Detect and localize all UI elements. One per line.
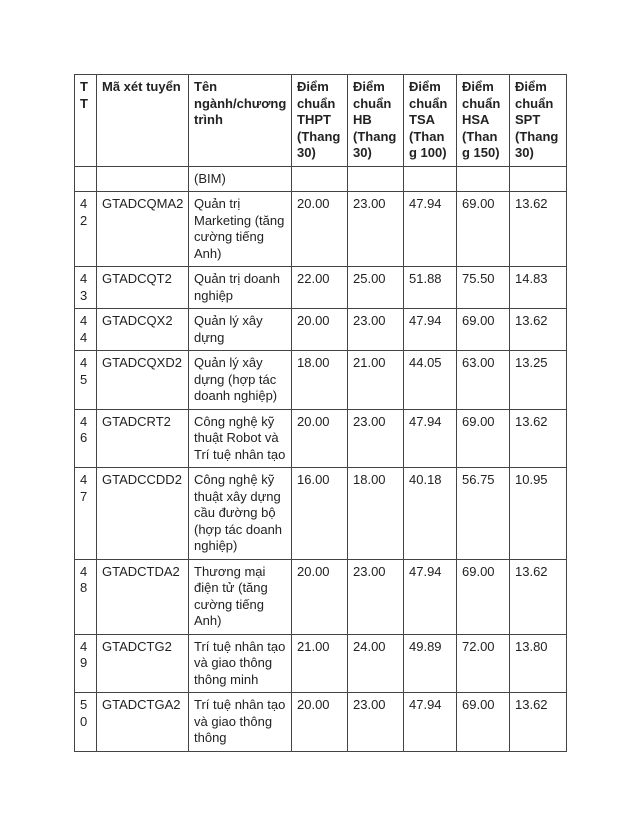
cell-tt: 42: [75, 192, 97, 267]
cell-hsa: [457, 166, 510, 192]
cell-tt: 44: [75, 309, 97, 351]
cell-ma: GTADCQXD2: [97, 351, 189, 410]
cell-hb: 25.00: [348, 267, 404, 309]
cell-hb: 23.00: [348, 559, 404, 634]
cell-ma: GTADCTGA2: [97, 693, 189, 752]
cell-ten: Quản lý xây dựng: [189, 309, 292, 351]
cell-thpt: 20.00: [292, 309, 348, 351]
table-row: [75, 351, 567, 410]
cell-spt: [510, 166, 567, 192]
table-row: [75, 409, 567, 468]
header-diem-hsa: Điểm chuẩn HSA (Thang 150): [457, 75, 510, 167]
cell-hsa: 69.00: [457, 309, 510, 351]
cell-tsa: 44.05: [404, 351, 457, 410]
cell-ma: GTADCTG2: [97, 634, 189, 693]
cell-ten: Trí tuệ nhân tạo và giao thông thông: [189, 693, 292, 752]
header-tt: TT: [75, 75, 97, 167]
table-row: [75, 267, 567, 309]
cell-tsa: 47.94: [404, 309, 457, 351]
table-header-row: [75, 75, 567, 167]
cell-hb: [348, 166, 404, 192]
cell-hb: 23.00: [348, 192, 404, 267]
cell-ten: Trí tuệ nhân tạo và giao thông thông minh: [189, 634, 292, 693]
table-row: [75, 634, 567, 693]
cell-thpt: 20.00: [292, 192, 348, 267]
cell-hsa: 63.00: [457, 351, 510, 410]
cell-spt: 13.80: [510, 634, 567, 693]
cell-ten: Công nghệ kỹ thuật xây dựng cầu đường bộ (hợp tác doanh nghiệp): [189, 468, 292, 560]
table-row: [75, 468, 567, 560]
header-ten-nganh: Tên ngành/chương trình: [189, 75, 292, 167]
cell-hb: 23.00: [348, 693, 404, 752]
cell-ma: [97, 166, 189, 192]
cell-hb: 23.00: [348, 409, 404, 468]
cell-tsa: 47.94: [404, 192, 457, 267]
cell-tsa: 47.94: [404, 409, 457, 468]
cell-tt: 49: [75, 634, 97, 693]
cell-thpt: 22.00: [292, 267, 348, 309]
cell-hsa: 56.75: [457, 468, 510, 560]
header-ma-xet-tuyen: Mã xét tuyển: [97, 75, 189, 167]
cell-spt: 13.62: [510, 309, 567, 351]
cell-ma: GTADCQX2: [97, 309, 189, 351]
cell-tt: 46: [75, 409, 97, 468]
header-diem-spt: Điểm chuẩn SPT (Thang 30): [510, 75, 567, 167]
cell-ten: Quản lý xây dựng (hợp tác doanh nghiệp): [189, 351, 292, 410]
cell-hb: 24.00: [348, 634, 404, 693]
cell-tsa: 49.89: [404, 634, 457, 693]
cell-tt: 47: [75, 468, 97, 560]
cell-tsa: 47.94: [404, 559, 457, 634]
cell-hb: 21.00: [348, 351, 404, 410]
cell-tt: 48: [75, 559, 97, 634]
cell-thpt: 20.00: [292, 693, 348, 752]
cell-ten: Quản trị doanh nghiệp: [189, 267, 292, 309]
cell-ma: GTADCQT2: [97, 267, 189, 309]
cell-spt: 10.95: [510, 468, 567, 560]
header-diem-hb: Điểm chuẩn HB (Thang 30): [348, 75, 404, 167]
cell-thpt: 20.00: [292, 559, 348, 634]
cell-tsa: [404, 166, 457, 192]
cell-thpt: 16.00: [292, 468, 348, 560]
cell-spt: 13.62: [510, 409, 567, 468]
cell-tsa: 51.88: [404, 267, 457, 309]
cell-ten: (BIM): [189, 166, 292, 192]
table-row: [75, 693, 567, 752]
cell-hb: 18.00: [348, 468, 404, 560]
cell-thpt: 21.00: [292, 634, 348, 693]
cell-tt: 43: [75, 267, 97, 309]
table-row-continuation: [75, 166, 567, 192]
table-row: [75, 559, 567, 634]
cell-hsa: 72.00: [457, 634, 510, 693]
table-row: [75, 192, 567, 267]
cell-hb: 23.00: [348, 309, 404, 351]
cell-tsa: 47.94: [404, 693, 457, 752]
cell-hsa: 69.00: [457, 693, 510, 752]
cell-tsa: 40.18: [404, 468, 457, 560]
header-diem-tsa: Điểm chuẩn TSA (Thang 100): [404, 75, 457, 167]
cell-spt: 13.62: [510, 559, 567, 634]
cell-hsa: 69.00: [457, 559, 510, 634]
cell-hsa: 75.50: [457, 267, 510, 309]
cell-ma: GTADCRT2: [97, 409, 189, 468]
cell-ma: GTADCCDD2: [97, 468, 189, 560]
cell-tt: 50: [75, 693, 97, 752]
cell-ten: Quản trị Marketing (tăng cường tiếng Anh): [189, 192, 292, 267]
cell-ma: GTADCTDA2: [97, 559, 189, 634]
header-diem-thpt: Điểm chuẩn THPT (Thang 30): [292, 75, 348, 167]
cell-spt: 13.62: [510, 693, 567, 752]
cell-ten: Thương mại điện tử (tăng cường tiếng Anh): [189, 559, 292, 634]
cell-tt: [75, 166, 97, 192]
cell-tt: 45: [75, 351, 97, 410]
cell-spt: 13.62: [510, 192, 567, 267]
cell-ten: Công nghệ kỹ thuật Robot và Trí tuệ nhân tạo: [189, 409, 292, 468]
table-row: [75, 309, 567, 351]
cell-hsa: 69.00: [457, 192, 510, 267]
cell-thpt: 20.00: [292, 409, 348, 468]
cell-spt: 13.25: [510, 351, 567, 410]
cell-thpt: 18.00: [292, 351, 348, 410]
cell-ma: GTADCQMA2: [97, 192, 189, 267]
admission-score-table: [74, 74, 567, 752]
cell-thpt: [292, 166, 348, 192]
cell-spt: 14.83: [510, 267, 567, 309]
cell-hsa: 69.00: [457, 409, 510, 468]
